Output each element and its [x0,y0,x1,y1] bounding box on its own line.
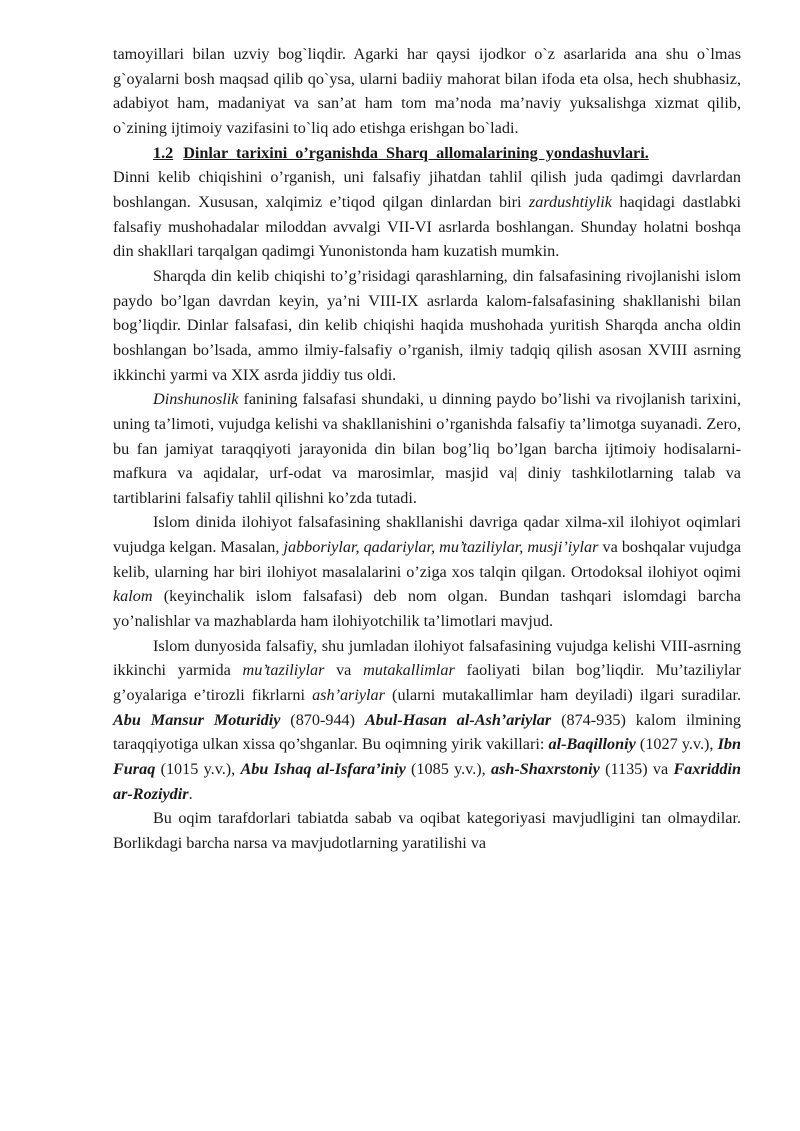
paragraph-text: Bu oqim tarafdorlari tabiatda sabab va oqibat kategoriyasi mavjudligini tan olmaydilar. Borlikdagi barcha narsa va mavjudotlarning yaratilishi va [113,809,741,852]
paragraph-origins [113,165,741,264]
text-run: (870-944) [280,710,365,729]
bold-italic-name: Abul-Hasan al-Ash’ariylar [364,710,552,729]
text-run: (1135) va [599,760,674,779]
bold-italic-name: Ibn Furaq [113,735,741,779]
text-run: . [188,784,193,803]
text-run: Dinni kelib chiqishini o’rganish, uni falsafiy jihatdan tahlil qilish juda qadimgi davrlardan boshlangan. Xususan, xalqimiz e’tiqod qilgan dinlardan biri [113,168,741,211]
paragraph-text: Sharqda din kelib chiqishi to’g’risidagi qarashlarning, din falsafasining rivojlanishi islom paydo bo’lgan davrdan keyin, ya’ni VIII-IX asrlarda kalom-falsafasining shakllanishi bilan bog’liqdir. Dinlar falsafasi, din kelib chiqishi haqida mushohada yuritish Sharqda ancha oldin boshlangan bo’lsada, ammo ilmiy-falsafiy o’rganish, ilmiy tadqiq qilish asosan XVIII asrning ikkinchi yarmi va XIX asrda jiddiy tus oldi. [113,266,741,384]
paragraph-text: tamoyillari bilan uzviy bog`liqdir. Agarki har qaysi ijodkor o`z asarlarida ana shu o`lmas g`oyalarni bosh maqsad qilib qo`ysa, ularni badiiy mahorat bilan ifoda eta olsa, hech shubhasiz, adabiyot ham, madaniyat va san’at ham tom ma’noda ma’naviy yuksalishga xizmat qilib, o`zining ijtimoiy vazifasini to`liq ado etishga erishgan bo`ladi. [113,45,741,137]
bold-italic-name: Abu Ishaq al-Isfara’iniy [240,760,406,779]
text-run: Islom dunyosida falsafiy, shu jumladan ilohiyot falsafasining vujudga kelishi VIII-asrning ikkinchi yarmida [113,636,741,680]
text-run: fanining falsafasi shundaki, u dinning paydo bo’lishi va rivojlanish tarixini, uning ta’limoti, vujudga kelishi va shakllanishini o’rganishda falsafiy ta’limotga suyanadi. Zero, bu fan jamiyat taraqqiyoti jarayonida din bilan bog’liq bo’lgan barcha ijtimoiy hodisalarni-mafkura va aqidalar, urf-odat va marosimlar, masjid va| diniy tashkilotlarning talab va tartiblarini falsafiy tahlil qilishni ko’zda tutadi. [113,390,741,507]
section-number: 1.2 [153,143,174,162]
text-run: Islom dinida ilohiyot falsafasining shakllanishi davriga qadar xilma-xil ilohiyot oqimlari vujudga kelgan. Masalan, [113,513,741,557]
text-run: (1027 y.v.), [635,735,718,754]
italic-term: ash’ariylar [312,686,385,705]
document-page [113,42,741,856]
section-heading [113,141,741,166]
italic-term: kalom [113,587,153,606]
italic-term: Dinshunoslik [153,390,239,409]
section-title: Dinlar tarixini o’rganishda Sharq allomalarining yondashuvlari. [183,143,649,162]
paragraph-east [113,264,741,387]
italic-term: mutakallimlar [363,661,455,680]
paragraph-causality [113,806,741,855]
paragraph-religious-studies [113,387,741,510]
bold-italic-name: Abu Mansur Moturidiy [113,710,281,729]
text-run: (1085 y.v.), [405,760,491,779]
text-run: (1015 y.v.), [155,760,241,779]
bold-italic-name: al-Baqilloniy [548,735,636,754]
bold-italic-name: ash-Shaxrstoniy [490,760,600,779]
paragraph-islamic-world [113,634,741,807]
bold-italic-name: Faxriddin ar-Roziydir [113,760,741,803]
text-run: va boshqalar vujudga kelib, ularning har biri ilohiyot masalalarini o’ziga xos talqin qilgan. Ortodoksal ilohiyot oqimi [113,538,742,581]
paragraph-theology-currents [113,510,741,633]
text-run: haqidagi dastlabki falsafiy mushohadalar miloddan avvalgi VII-VI asrlarda boshlangan. Shunday holatni boshqa din shakllari tarqalgan qadimgi Yunonistonda ham kuzatish mumkin. [113,192,741,261]
text-run: (keyinchalik islom falsafasi) deb nom olgan. Bundan tashqari islomdagi barcha yo’nalishlar va mazhablarda ham ilohiyotchilik ta’limotlari mavjud. [113,587,741,631]
text-run: (874-935) kalom ilmining taraqqiyotiga ulkan xissa qo’shganlar. Bu oqimning yirik vakillari: [113,710,741,754]
italic-term: jabboriylar, qadariylar, mu’taziliylar, musji’iylar [283,538,599,557]
italic-term: mu’taziliylar [242,661,325,680]
text-run: (ularni mutakallimlar ham deyiladi) ilgari suradilar. [384,686,741,705]
text-run: va [324,661,364,680]
paragraph-intro [113,42,741,141]
italic-term: zardushtiylik [528,192,612,211]
text-run: faoliyati bilan bog’liqdir. Mu’taziliylar g’oyalariga e’tirozli fikrlarni [113,661,742,705]
